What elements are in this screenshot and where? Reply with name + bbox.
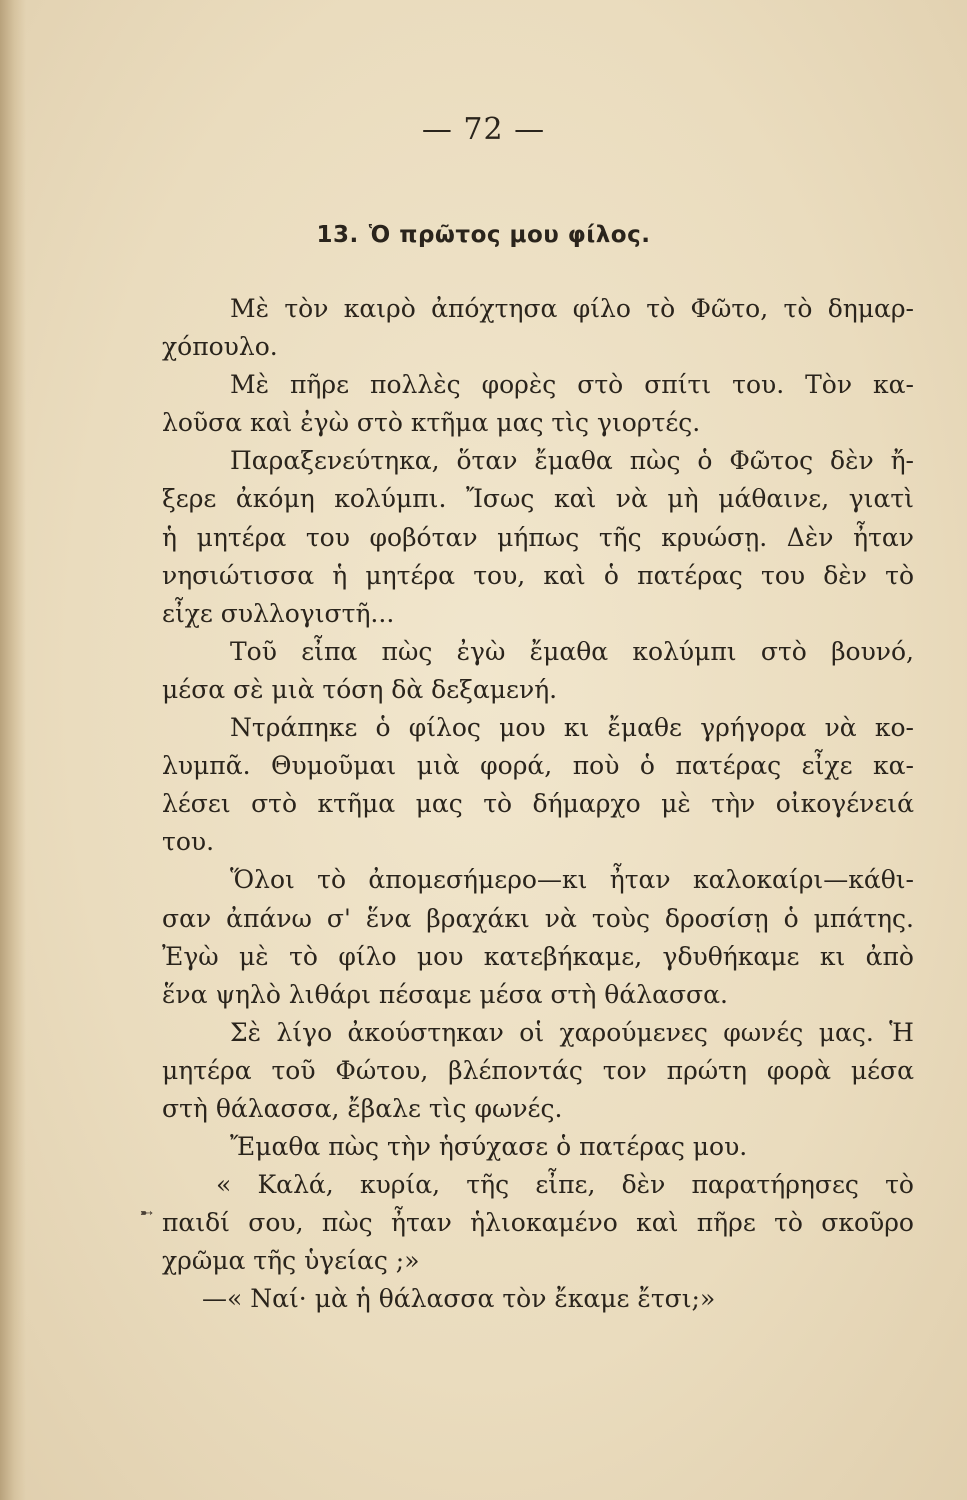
text-line: λέσει στὸ κτῆμα μας τὸ δήμαρχο μὲ τὴν οἰκογένειά [162, 789, 914, 819]
chapter-number: 13. [316, 222, 359, 248]
body-text [162, 290, 914, 1319]
margin-mark-icon: ➸ [140, 1203, 154, 1222]
text-line: ἕνα ψηλὸ λιθάρι πέσαμε μέσα στὴ θάλασσα. [162, 979, 728, 1009]
text-line: λοῦσα καὶ ἐγὼ στὸ κτῆμα μας τὶς γιορτές. [162, 408, 701, 438]
text-line: εἶχε συλλογιστῆ... [162, 598, 395, 628]
text-line: Μὲ τὸν καιρὸ ἀπόχτησα φίλο τὸ Φῶτο, τὸ δημαρ- [230, 294, 914, 323]
text-line: παιδί σου, πὼς ἦταν ἡλιοκαμένο καὶ πῆρε τὸ σκοῦρο [162, 1208, 914, 1238]
text-line: Ντράπηκε ὁ φίλος μου κι ἔμαθε γρήγορα νὰ κο- [230, 713, 914, 743]
text-line: Ἐγὼ μὲ τὸ φίλο μου κατεβήκαμε, γδυθήκαμε κι ἀπὸ [162, 941, 914, 971]
text-line: μέσα σὲ μιὰ τόση δὰ δεξαμενή. [162, 674, 558, 704]
text-line: « Καλά, κυρία, τῆς εἶπε, δὲν παρατήρησες τὸ [216, 1170, 914, 1200]
text-line: Παραξενεύτηκα, ὅταν ἔμαθα πὼς ὁ Φῶτος δὲν ἤ- [230, 446, 914, 476]
text-line: ξερε ἀκόμη κολύμπι. Ἴσως καὶ νὰ μὴ μάθαινε, γιατὶ [162, 484, 914, 514]
text-line: —« Ναί· μὰ ἡ θάλασσα τὸν ἔκαμε ἔτσι;» [202, 1284, 716, 1314]
text-line: χόπουλο. [162, 332, 278, 362]
chapter-title: Ὁ πρῶτος μου φίλος. [368, 222, 651, 248]
text-line: στὴ θάλασσα, ἔβαλε τὶς φωνές. [162, 1093, 563, 1123]
text-line: Μὲ πῆρε πολλὲς φορὲς στὸ σπίτι του. Τὸν κα- [230, 370, 914, 400]
text-line: Σὲ λίγο ἀκούστηκαν οἱ χαρούμενες φωνές μας. Ἡ [230, 1017, 914, 1047]
page-number: — 72 — [421, 112, 546, 147]
chapter-heading [0, 222, 967, 248]
text-line: του. [162, 827, 215, 857]
text-line: Ὅλοι τὸ ἀπομεσήμερο—κι ἦταν καλοκαίρι—κάθι- [230, 865, 914, 895]
text-line: νησιώτισσα ἡ μητέρα του, καὶ ὁ πατέρας του δὲν τὸ [162, 560, 914, 590]
text-line: λυμπᾶ. Θυμοῦμαι μιὰ φορά, ποὺ ὁ πατέρας εἶχε κα- [162, 751, 914, 781]
text-line: μητέρα τοῦ Φώτου, βλέποντάς τον πρώτη φορὰ μέσα [162, 1055, 914, 1085]
text-line: χρῶμα τῆς ὑγείας ;» [162, 1246, 420, 1276]
text-line: Ἔμαθα πὼς τὴν ἡσύχασε ὁ πατέρας μου. [230, 1132, 748, 1162]
text-line: Τοῦ εἶπα πὼς ἐγὼ ἔμαθα κολύμπι στὸ βουνό, [230, 636, 914, 666]
text-line: ἡ μητέρα του φοβόταν μήπως τῆς κρυώσῃ. Δὲν ἦταν [162, 522, 914, 552]
text-line: σαν ἀπάνω σ' ἕνα βραχάκι νὰ τοὺς δροσίσῃ ὁ μπάτης. [162, 903, 914, 933]
